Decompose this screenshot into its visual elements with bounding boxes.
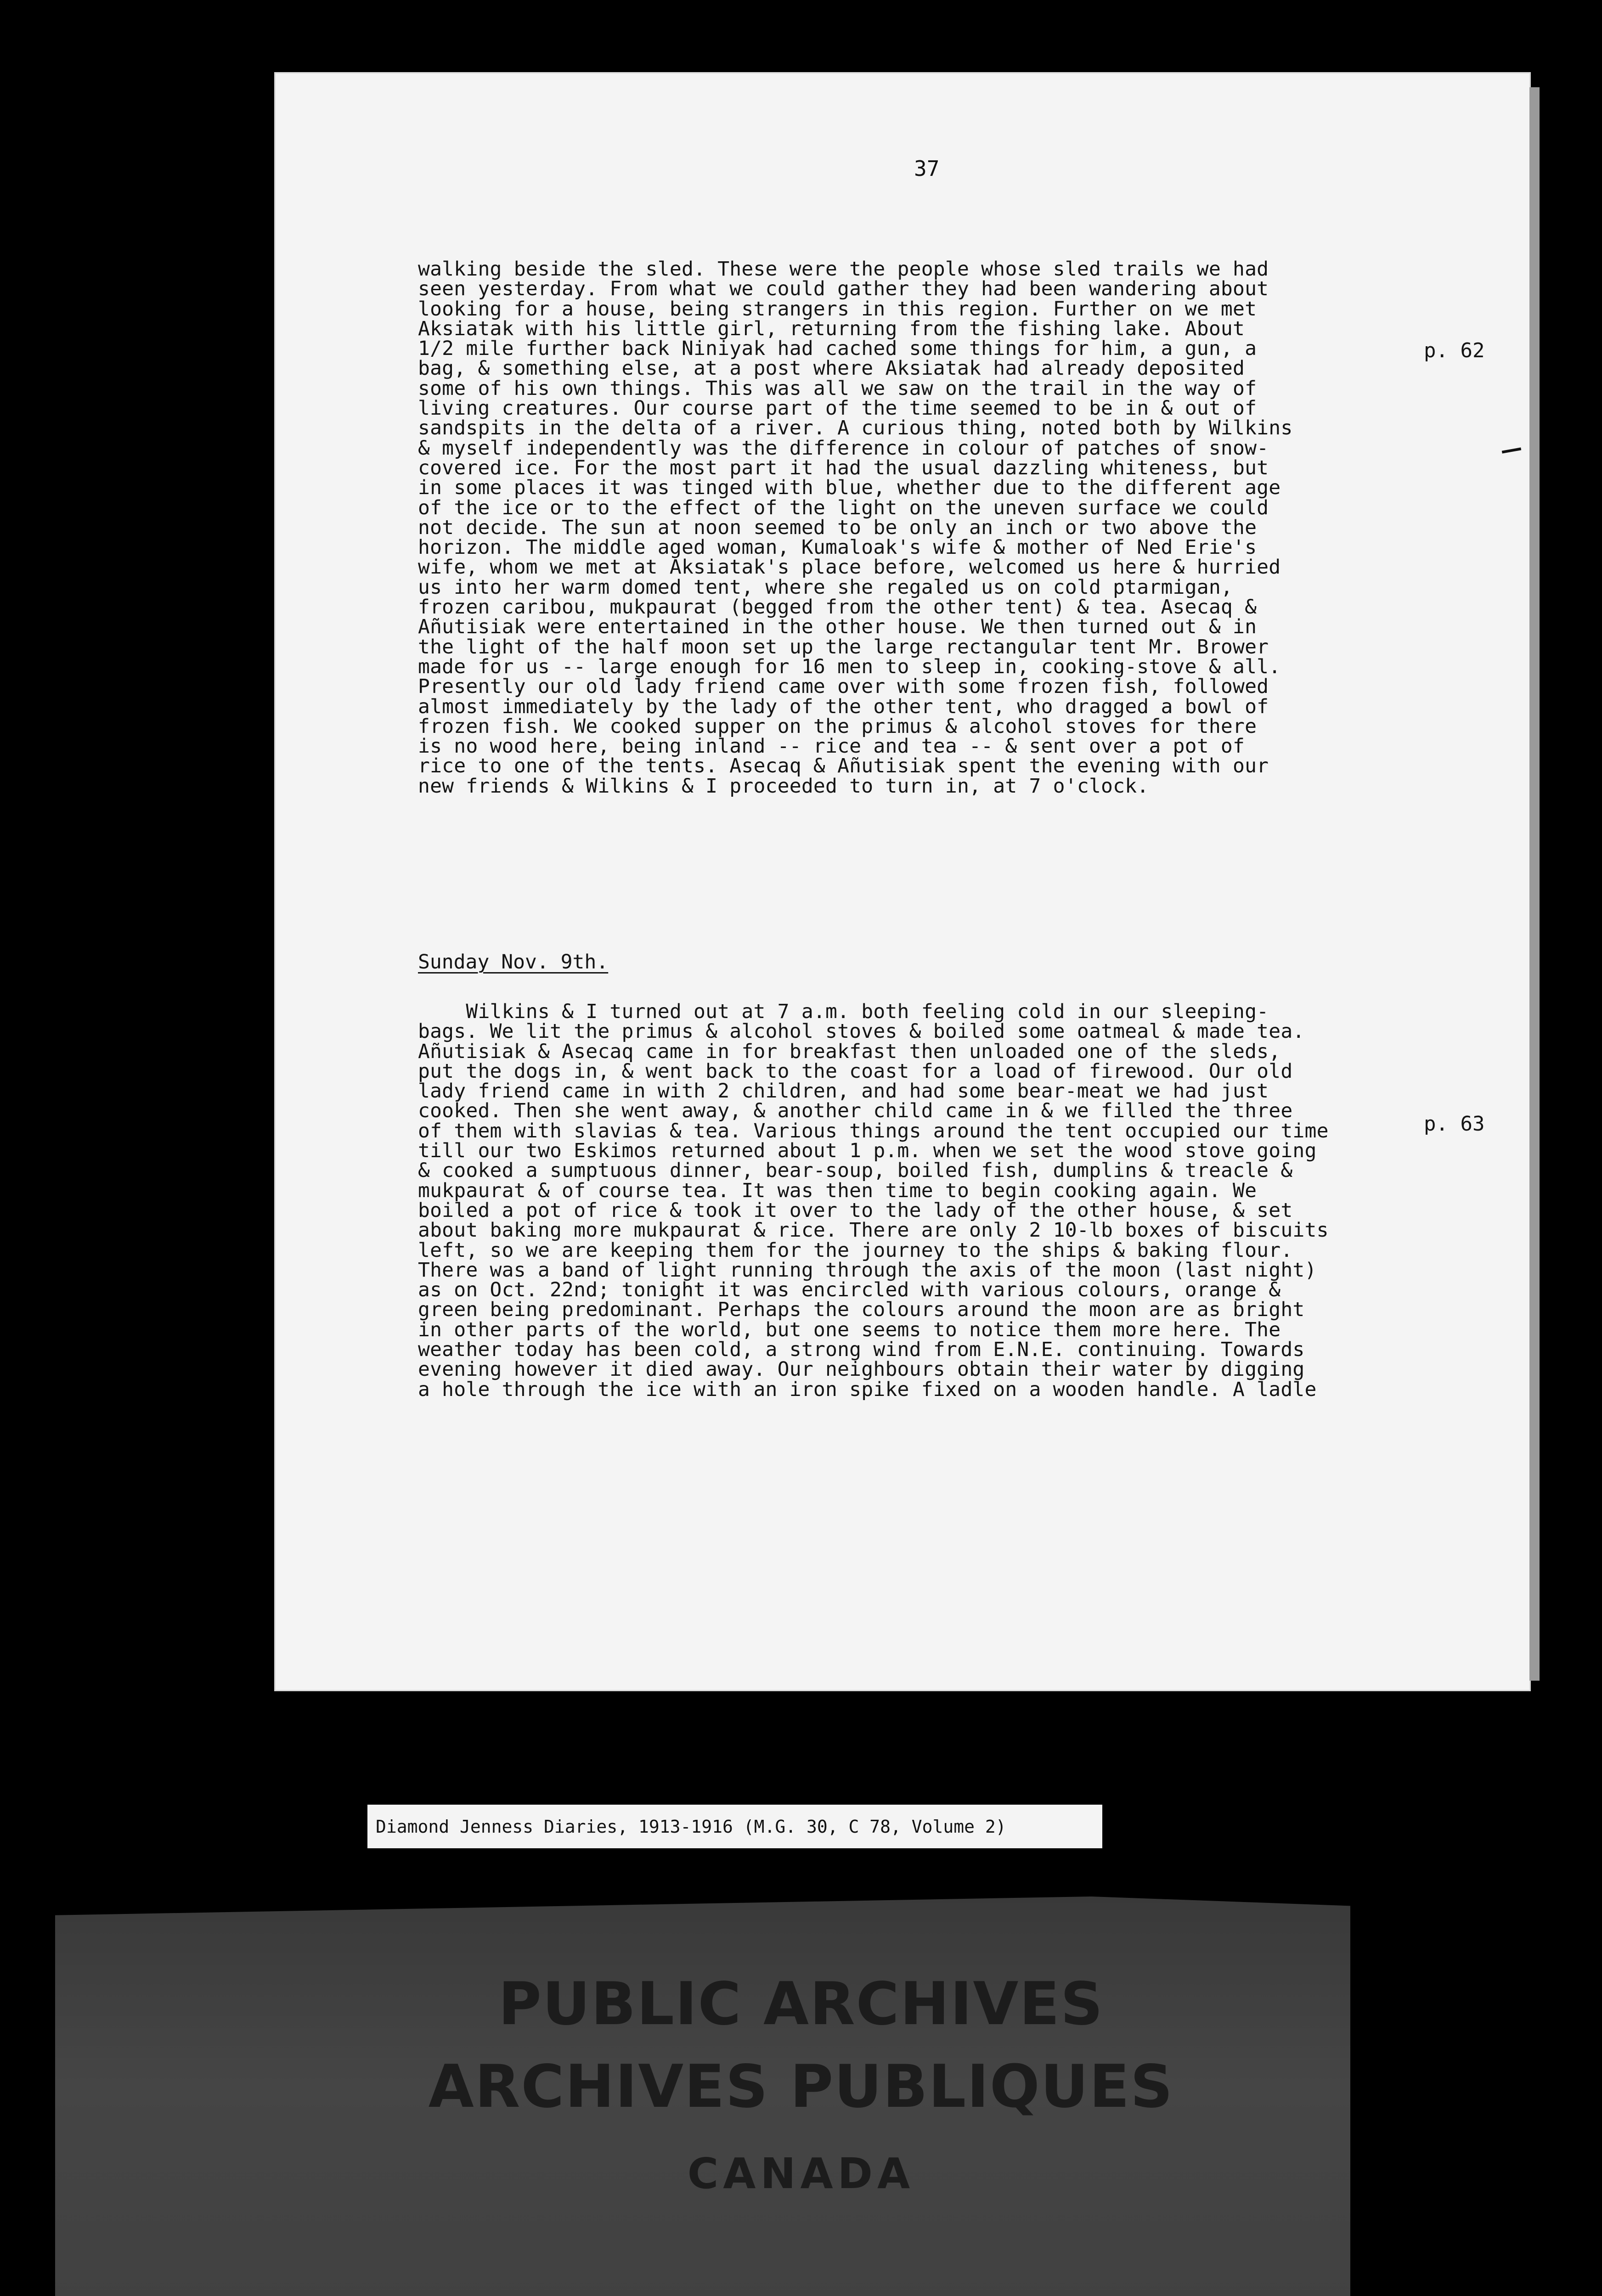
text-line: almost immediately by the lady of the other tent, who dragged a bowl of xyxy=(418,695,1269,718)
text-line: some of his own things. This was all we saw on the trail in the way of xyxy=(418,377,1257,400)
text-line: in some places it was tinged with blue, whether due to the different age xyxy=(418,476,1281,500)
text-line: mukpaurat & of course tea. It was then time to begin cooking again. We xyxy=(418,1179,1257,1202)
text-line: seen yesterday. From what we could gather they had been wandering about xyxy=(418,277,1269,301)
text-line: boiled a pot of rice & took it over to the lady of the other house, & set xyxy=(418,1199,1293,1222)
text-line: green being predominant. Perhaps the colours around the moon are as bright xyxy=(418,1298,1305,1322)
text-line: a hole through the ice with an iron spike fixed on a wooden handle. A ladle xyxy=(418,1378,1317,1401)
text-line: There was a band of light running through the axis of the moon (last night) xyxy=(418,1258,1317,1282)
text-line: in other parts of the world, but one seems to notice them more here. The xyxy=(418,1318,1281,1341)
text-line: & myself independently was the difference in colour of patches of snow- xyxy=(418,436,1269,460)
archive-label xyxy=(367,1805,1102,1848)
text-line: living creatures. Our course part of the time seemed to be in & out of xyxy=(418,397,1257,420)
text-line: Añutisiak were entertained in the other house. We then turned out & in xyxy=(418,615,1257,639)
text-line: of them with slavias & tea. Various things around the tent occupied our time xyxy=(418,1119,1329,1142)
diary-paragraph-2 xyxy=(418,1002,1405,1400)
text-line: new friends & Wilkins & I proceeded to turn in, at 7 o'clock. xyxy=(418,774,1149,798)
stamp-line-3: CANADA xyxy=(687,2149,915,2198)
text-line: evening however it died away. Our neighbours obtain their water by digging xyxy=(418,1358,1305,1381)
text-line: as on Oct. 22nd; tonight it was encircled with various colours, orange & xyxy=(418,1278,1281,1302)
text-line: left, so we are keeping them for the journey to the ships & baking flour. xyxy=(418,1238,1293,1262)
text-line: Wilkins & I turned out at 7 a.m. both feeling cold in our sleeping- xyxy=(418,1000,1269,1023)
margin-page-ref-63: p. 63 xyxy=(1424,1112,1485,1136)
text-line: the light of the half moon set up the large rectangular tent Mr. Brower xyxy=(418,635,1269,658)
text-line: put the dogs in, & went back to the coast for a load of firewood. Our old xyxy=(418,1059,1293,1083)
text-line: Presently our old lady friend came over with some frozen fish, followed xyxy=(418,675,1269,698)
archive-label-text: Diamond Jenness Diaries, 1913-1916 (M.G. 30, C 78, Volume 2) xyxy=(376,1816,1006,1837)
text-line: wife, whom we met at Aksiatak's place before, welcomed us here & hurried xyxy=(418,556,1281,579)
text-line: made for us -- large enough for 16 men to sleep in, cooking-stove & all. xyxy=(418,655,1281,678)
text-line: frozen caribou, mukpaurat (begged from the other tent) & tea. Asecaq & xyxy=(418,596,1257,619)
text-line: us into her warm domed tent, where she regaled us on cold ptarmigan, xyxy=(418,575,1233,599)
text-line: about baking more mukpaurat & rice. There are only 2 10-lb boxes of biscuits xyxy=(418,1219,1329,1242)
diary-paragraph-1 xyxy=(418,259,1405,796)
text-line: lady friend came in with 2 children, and had some bear-meat we had just xyxy=(418,1080,1269,1103)
stamp-line-2: ARCHIVES PUBLIQUES xyxy=(428,2053,1174,2121)
text-line: covered ice. For the most part it had the usual dazzling whiteness, but xyxy=(418,456,1269,479)
stamp-line-1: PUBLIC ARCHIVES xyxy=(498,1970,1104,2038)
text-line: frozen fish. We cooked supper on the primus & alcohol stoves for there xyxy=(418,715,1257,738)
page-number: 37 xyxy=(914,156,940,181)
text-line: bags. We lit the primus & alcohol stoves & boiled some oatmeal & made tea. xyxy=(418,1020,1305,1043)
text-line: looking for a house, being strangers in this region. Further on we met xyxy=(418,297,1257,321)
text-line: cooked. Then she went away, & another child came in & we filled the three xyxy=(418,1099,1293,1123)
text-line: not decide. The sun at noon seemed to be only an inch or two above the xyxy=(418,516,1257,539)
text-line: till our two Eskimos returned about 1 p.m. when we set the wood stove going xyxy=(418,1139,1317,1163)
text-line: of the ice or to the effect of the light on the uneven surface we could xyxy=(418,496,1269,519)
text-line: walking beside the sled. These were the people whose sled trails we had xyxy=(418,258,1269,281)
text-line: Aksiatak with his little girl, returning from the fishing lake. About xyxy=(418,317,1245,340)
text-line: sandspits in the delta of a river. A curious thing, noted both by Wilkins xyxy=(418,416,1293,440)
page-edge xyxy=(1529,87,1540,1681)
text-line: 1/2 mile further back Niniyak had cached some things for him, a gun, a xyxy=(418,337,1257,360)
text-line: horizon. The middle aged woman, Kumaloak's wife & mother of Ned Erie's xyxy=(418,536,1257,559)
entry-heading: Sunday Nov. 9th. xyxy=(418,951,609,974)
text-line: & cooked a sumptuous dinner, bear-soup, boiled fish, dumplins & treacle & xyxy=(418,1159,1293,1182)
text-line: bag, & something else, at a post where Aksiatak had already deposited xyxy=(418,357,1245,380)
text-line: weather today has been cold, a strong wind from E.N.E. continuing. Towards xyxy=(418,1338,1305,1362)
margin-page-ref-62: p. 62 xyxy=(1424,339,1485,362)
text-line: Añutisiak & Asecaq came in for breakfast then unloaded one of the sleds, xyxy=(418,1040,1281,1063)
text-line: rice to one of the tents. Asecaq & Añutisiak spent the evening with our xyxy=(418,754,1269,778)
text-line: is no wood here, being inland -- rice and tea -- & sent over a pot of xyxy=(418,735,1245,758)
